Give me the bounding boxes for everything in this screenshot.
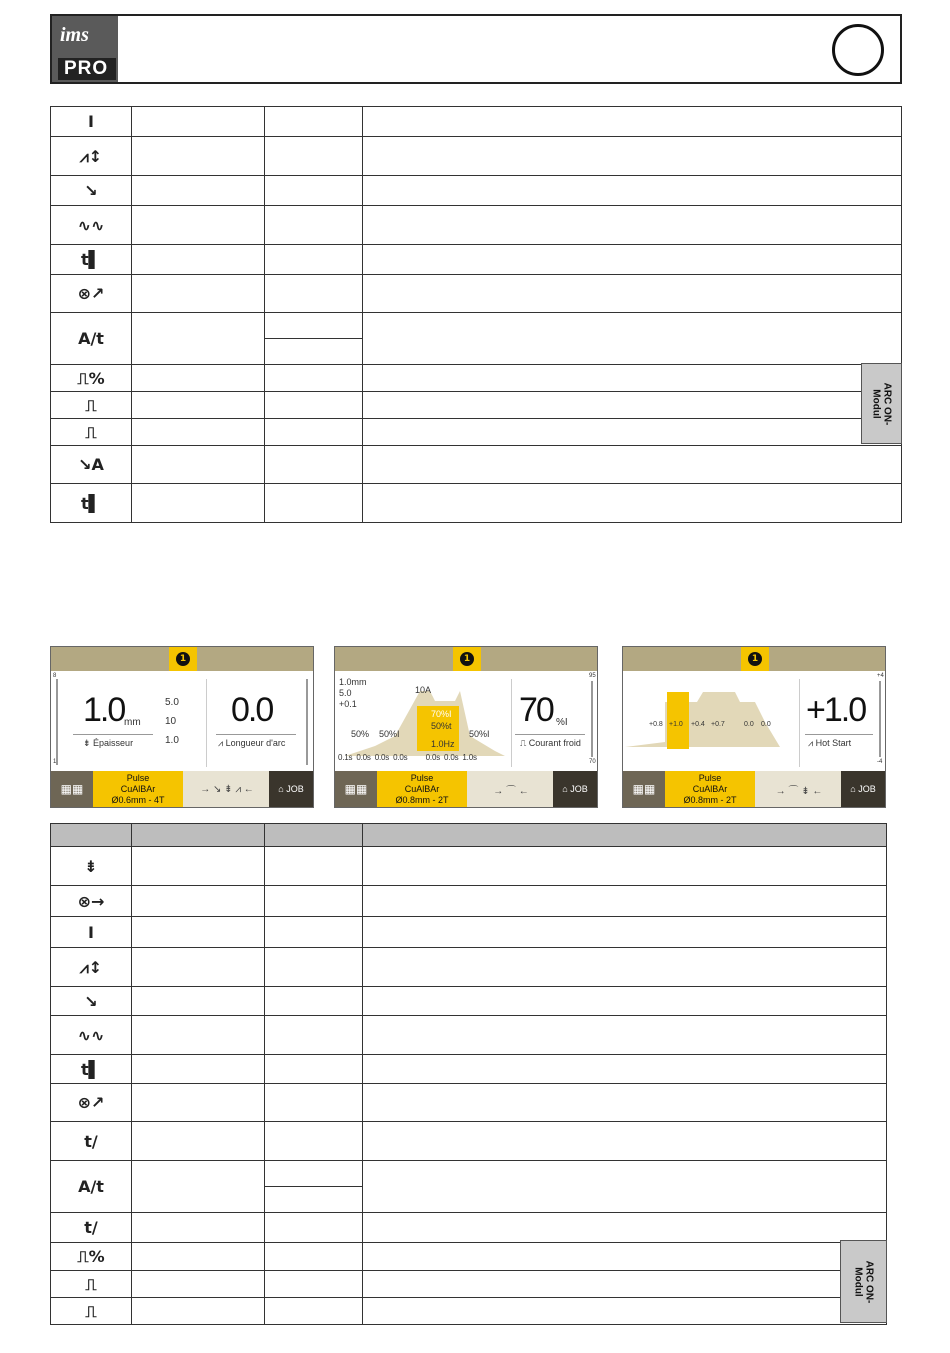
description-cell [363, 392, 902, 419]
param-thickness: 1.0mm [339, 677, 367, 687]
name-cell [132, 1161, 265, 1213]
dynamic-icon: ↘ [84, 181, 98, 200]
value-cell [265, 176, 363, 206]
icon-cell [51, 1016, 132, 1055]
icon-cell [51, 1055, 132, 1084]
mode-line-1: Pulse [126, 773, 150, 783]
description-cell [363, 1213, 887, 1243]
mode-line-3: Ø0.8mm - 2T [395, 795, 449, 805]
crater-fill-icon: ↘A [78, 455, 104, 474]
time-4: 0.0s [393, 753, 408, 762]
description-cell [363, 107, 902, 137]
thickness-icon: ⇟ [84, 856, 98, 876]
value-cell [265, 987, 363, 1016]
description-cell [363, 137, 902, 176]
time-7: 1.0s [462, 753, 477, 762]
name-cell [132, 1055, 265, 1084]
table-row [51, 1016, 887, 1055]
hs-value-5: 0.0 [744, 721, 754, 728]
parameter-icons-strip[interactable]: → ⌒ ⇟ ← [775, 785, 823, 797]
pulse-low-1: 50%I [379, 729, 400, 739]
description-cell [363, 1122, 887, 1161]
display-screen-1 [50, 646, 314, 808]
name-cell [132, 1213, 265, 1243]
cold-current-value: 70 [519, 691, 553, 729]
icon-cell [51, 446, 132, 484]
pulse-freq: 1.0Hz [431, 739, 455, 749]
description-cell [363, 886, 887, 917]
menu-grid-icon[interactable]: ▦▦ [51, 771, 93, 807]
arc-on-module-tag [840, 1240, 887, 1323]
icon-cell [51, 1298, 132, 1325]
description-cell [363, 1243, 887, 1271]
header-cell [132, 824, 265, 847]
wire-approach-icon: ⊗↗ [77, 284, 105, 303]
pulse-start-pct: 50% [351, 729, 370, 739]
icon-cell [51, 847, 132, 886]
mode-line-2: CuAlBAr [404, 784, 440, 794]
param-wire-speed: 5.0 [339, 688, 352, 698]
param-arc-dyn: +0.1 [339, 699, 357, 709]
wire-approach-icon: ⊗↗ [77, 1093, 105, 1112]
value-cell [265, 886, 363, 917]
description-cell [363, 176, 902, 206]
table-row [51, 1243, 887, 1271]
table-row [51, 446, 902, 484]
name-cell [132, 275, 265, 313]
time-3: 0.0s [374, 753, 390, 762]
cold-current-label: ⎍ Courant froid [520, 738, 581, 748]
menu-grid-icon[interactable]: ▦▦ [623, 771, 665, 807]
screen-bottombar [623, 771, 885, 807]
value-cell [265, 245, 363, 275]
current-icon: I [88, 112, 94, 131]
icon-cell [51, 365, 132, 392]
table-row [51, 365, 902, 392]
pulse-icon-2: ⎍ [85, 422, 97, 442]
name-cell [132, 948, 265, 987]
hs-value-3: +0.4 [691, 721, 705, 728]
arc-dynamics-icon: ∿∿ [77, 215, 105, 235]
table-row [51, 1084, 887, 1122]
name-cell [132, 1243, 265, 1271]
post-gas-icon: t▌ [81, 250, 101, 269]
value-cell [265, 446, 363, 484]
name-cell [132, 1298, 265, 1325]
value-cell [265, 137, 363, 176]
rail-bottom-label: 70 [589, 759, 596, 765]
time-1: 0.1s [338, 753, 353, 762]
rail-top-label: 8 [53, 673, 57, 679]
value-cell [265, 1161, 363, 1213]
pulse-start-current: 10A [415, 685, 432, 695]
header-cell [265, 824, 363, 847]
table-row [51, 419, 902, 446]
ims-pro-logo [52, 16, 118, 82]
parameter-table-bottom [50, 823, 887, 1325]
name-cell [132, 847, 265, 886]
description-cell [363, 847, 887, 886]
post-gas-icon-2: t▌ [81, 493, 101, 513]
arc-length-icon: ⩘↕ [79, 146, 103, 166]
icon-cell [51, 1213, 132, 1243]
header-cell [363, 824, 887, 847]
icon-cell [51, 917, 132, 948]
icon-cell [51, 176, 132, 206]
screen-bottombar [51, 771, 313, 807]
mode-line-2: CuAlBAr [692, 784, 728, 794]
dynamic-icon: ↘ [84, 991, 98, 1011]
parameter-icons-strip[interactable]: → ⌒ ← [493, 785, 529, 797]
logo-text-top: ims [60, 24, 89, 46]
job-button[interactable]: ⌂ JOB [553, 771, 597, 807]
icon-cell [51, 392, 132, 419]
thickness-unit: mm [124, 717, 141, 728]
header-cell [51, 824, 132, 847]
value-cell [265, 1016, 363, 1055]
parameter-table-top [50, 106, 902, 523]
job-label: JOB [858, 784, 876, 794]
display-screen-2 [334, 646, 598, 808]
value-cell [265, 1271, 363, 1298]
name-cell [132, 1122, 265, 1161]
description-cell [363, 365, 902, 392]
mode-line-3: Ø0.6mm - 4T [111, 795, 165, 805]
pulse-ratio-icon: ⎍% [77, 1247, 105, 1266]
description-cell [363, 313, 902, 365]
description-cell [363, 275, 902, 313]
cold-current-unit: %I [556, 717, 568, 728]
current-icon: I [88, 922, 94, 942]
value-cell [265, 419, 363, 446]
post-gas-icon: t▌ [81, 1059, 101, 1079]
description-cell [363, 446, 902, 484]
description-cell [363, 206, 902, 245]
hot-start-value: +1.0 [806, 691, 866, 729]
table-row [51, 886, 887, 917]
name-cell [132, 365, 265, 392]
pulse-icon-1: ⎍ [85, 395, 97, 415]
icon-cell [51, 1271, 132, 1298]
value-cell [265, 1243, 363, 1271]
rail-bottom-label: 1 [53, 759, 57, 765]
mode-button[interactable] [93, 771, 183, 807]
name-cell [132, 1016, 265, 1055]
hot-start-icon: A/t [78, 329, 104, 348]
value-cell [265, 365, 363, 392]
arc-on-module-tag [861, 363, 902, 444]
knob-1-icon[interactable]: 1 [453, 647, 481, 671]
current-value: 10 [165, 716, 177, 727]
table-row [51, 1213, 887, 1243]
arc-dynamics-icon: ∿∿ [77, 1025, 105, 1045]
description-cell [363, 1271, 887, 1298]
thickness-label: ⇟ Épaisseur [83, 738, 134, 748]
table-row [51, 917, 887, 948]
description-cell [363, 419, 902, 446]
table-row [51, 847, 887, 886]
table-row [51, 948, 887, 987]
value-cell [265, 1122, 363, 1161]
hs-value-1: +0.8 [649, 721, 663, 728]
table-row [51, 1122, 887, 1161]
name-cell [132, 107, 265, 137]
table-row [51, 1271, 887, 1298]
rail-top-label: 95 [589, 673, 596, 679]
hot-start-label: ⩘ Hot Start [808, 738, 852, 748]
mode-button[interactable] [377, 771, 467, 807]
job-button[interactable]: ⌂ JOB [841, 771, 885, 807]
arc-length-icon: ⩘↕ [79, 957, 103, 977]
time-6: 0.0s [444, 753, 459, 762]
mode-line-1: Pulse [698, 773, 722, 783]
table-row [51, 275, 902, 313]
job-label: JOB [570, 784, 588, 794]
name-cell [132, 313, 265, 365]
name-cell [132, 419, 265, 446]
table-row [51, 987, 887, 1016]
wire-speed-value: 5.0 [165, 697, 179, 708]
time-axis [338, 753, 477, 762]
icon-cell [51, 886, 132, 917]
slider-rail-right[interactable] [591, 681, 593, 757]
description-cell [363, 917, 887, 948]
icon-cell [51, 245, 132, 275]
name-cell [132, 446, 265, 484]
voltage-value: 1.0 [165, 735, 179, 746]
name-cell [132, 917, 265, 948]
mode-line-3: Ø0.8mm - 2T [683, 795, 737, 805]
hot-start-diagram [625, 687, 797, 749]
arc-length-label: ⩘ Longueur d'arc [218, 738, 286, 748]
table-row [51, 1298, 887, 1325]
description-cell [363, 1298, 887, 1325]
screen-topbar [335, 647, 597, 671]
value-cell [265, 1084, 363, 1122]
hs-value-4: +0.7 [711, 721, 725, 728]
pulse-icon-2: ⎍ [85, 1301, 97, 1321]
thickness-value: 1.0 [83, 691, 125, 729]
display-screen-3 [622, 646, 886, 808]
hs-value-6: 0.0 [761, 721, 771, 728]
job-button[interactable]: ⌂ JOB [269, 771, 313, 807]
icon-cell [51, 275, 132, 313]
arc-on-module-label: ARC ON- Modul [852, 1260, 875, 1303]
table-header-row [51, 824, 887, 847]
name-cell [132, 987, 265, 1016]
table-row [51, 137, 902, 176]
mode-button[interactable] [665, 771, 755, 807]
pulse-low-2: 50%I [469, 729, 490, 739]
icon-cell [51, 1122, 132, 1161]
icon-cell [51, 206, 132, 245]
table-row [51, 107, 902, 137]
menu-grid-icon[interactable]: ▦▦ [335, 771, 377, 807]
wire-speed-icon: ⊗→ [77, 891, 105, 911]
table-row [51, 245, 902, 275]
name-cell [132, 392, 265, 419]
value-cell [265, 847, 363, 886]
value-cell [265, 107, 363, 137]
arc-length-value: 0.0 [231, 691, 273, 729]
mode-line-2: CuAlBAr [120, 784, 156, 794]
description-cell [363, 987, 887, 1016]
rail-bottom-label: -4 [877, 759, 883, 765]
spot-time-icon-2: t/ [84, 1218, 98, 1237]
name-cell [132, 1084, 265, 1122]
time-5: 0.0s [425, 753, 440, 762]
pulse-ratio-icon: ⎍% [77, 368, 105, 388]
value-cell [265, 917, 363, 948]
pulse-high: 70%I [431, 709, 452, 719]
slider-rail-right[interactable] [879, 681, 881, 757]
description-cell [363, 1161, 887, 1213]
icon-cell [51, 484, 132, 523]
arc-on-module-label: ARC ON- Modul [870, 382, 893, 425]
name-cell [132, 176, 265, 206]
table-row [51, 484, 902, 523]
icon-cell [51, 987, 132, 1016]
pulse-icon-1: ⎍ [85, 1274, 97, 1294]
icon-cell [51, 1161, 132, 1213]
description-cell [363, 1055, 887, 1084]
mode-line-1: Pulse [410, 773, 434, 783]
description-cell [363, 484, 902, 523]
table-row [51, 1161, 887, 1213]
logo-text-bottom: PRO [58, 58, 116, 80]
time-2: 0.0s [356, 753, 371, 762]
screen-topbar [51, 647, 313, 671]
knob-1-icon[interactable]: 1 [741, 647, 769, 671]
icon-cell [51, 1084, 132, 1122]
icon-cell [51, 948, 132, 987]
page-header [50, 14, 902, 84]
screen-bottombar [335, 771, 597, 807]
name-cell [132, 1271, 265, 1298]
icon-cell [51, 107, 132, 137]
parameter-icons-strip[interactable]: → ↘ ⇟ ⩘ ← [200, 783, 254, 795]
name-cell [132, 206, 265, 245]
description-cell [363, 245, 902, 275]
value-cell [265, 484, 363, 523]
value-cell [265, 1055, 363, 1084]
value-cell [265, 1298, 363, 1325]
slider-rail-left[interactable] [56, 679, 58, 765]
hs-value-2: +1.0 [669, 721, 683, 728]
table-row [51, 176, 902, 206]
value-cell [265, 313, 363, 365]
value-cell [265, 1213, 363, 1243]
name-cell [132, 484, 265, 523]
screen-topbar [623, 647, 885, 671]
value-cell [265, 392, 363, 419]
name-cell [132, 245, 265, 275]
icon-cell [51, 137, 132, 176]
value-cell [265, 948, 363, 987]
icon-cell [51, 419, 132, 446]
table-row [51, 206, 902, 245]
spot-time-icon: t/ [84, 1131, 98, 1151]
pulse-ratio: 50%t [431, 721, 452, 731]
description-cell [363, 948, 887, 987]
knob-1-icon[interactable]: 1 [169, 647, 197, 671]
table-row [51, 392, 902, 419]
icon-cell [51, 1243, 132, 1271]
icon-cell [51, 313, 132, 365]
job-label: JOB [286, 784, 304, 794]
hot-start-icon: A/t [78, 1177, 104, 1196]
description-cell [363, 1016, 887, 1055]
table-row [51, 313, 902, 365]
name-cell [132, 886, 265, 917]
rail-top-label: +4 [877, 673, 884, 679]
value-cell [265, 275, 363, 313]
table-row [51, 1055, 887, 1084]
page-marker-circle [832, 24, 884, 76]
value-cell [265, 206, 363, 245]
slider-rail-right[interactable] [306, 679, 308, 765]
name-cell [132, 137, 265, 176]
description-cell [363, 1084, 887, 1122]
